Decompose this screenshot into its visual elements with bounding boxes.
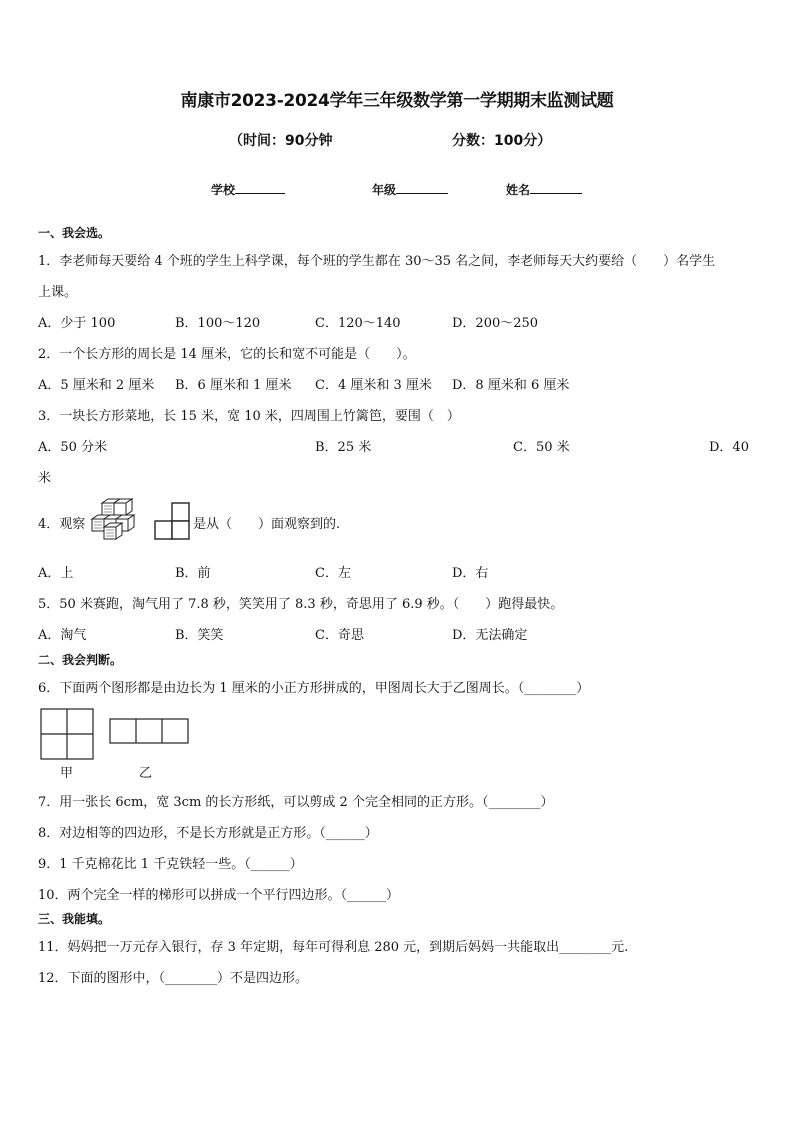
question-1-text-cont: 上课。	[38, 285, 78, 300]
question-2-text: 2．一个长方形的周长是 14 厘米，它的长和宽不可能是（ ）。	[38, 347, 416, 362]
question-4-option-d[interactable]: D．右	[452, 566, 489, 581]
name-label: 姓名	[506, 183, 531, 197]
question-4-option-c[interactable]: C．左	[315, 566, 351, 581]
section-heading-3: 三、我能填。	[38, 912, 111, 926]
question-1-option-c[interactable]: C．120～140	[315, 316, 401, 331]
cube-stack-figure	[88, 497, 144, 543]
question-3-option-a[interactable]: A．50 分米	[38, 440, 108, 455]
name-field	[506, 181, 582, 198]
school-label: 学校	[211, 183, 236, 197]
question-6-text: 6．下面两个图形都是由边长为 1 厘米的小正方形拼成的，甲图周长大于乙图周长。（________）	[38, 681, 590, 696]
question-2-option-d[interactable]: D．8 厘米和 6 厘米	[452, 378, 570, 393]
grade-field	[372, 181, 448, 198]
question-2-option-b[interactable]: B．6 厘米和 1 厘米	[175, 378, 292, 393]
question-3-text: 3．一块长方形菜地，长 15 米，宽 10 米，四周围上竹篱笆，要围（ ）	[38, 409, 460, 424]
section-heading-2: 二、我会判断。	[38, 653, 123, 667]
question-2-option-c[interactable]: C．4 厘米和 3 厘米	[315, 378, 432, 393]
page-title: 南康市2023-2024学年三年级数学第一学期期末监测试题	[180, 91, 614, 111]
question-10-text: 10．两个完全一样的梯形可以拼成一个平行四边形。（______）	[38, 888, 400, 903]
question-5-option-a[interactable]: A．淘气	[38, 628, 87, 643]
grade-label: 年级	[372, 183, 397, 197]
question-5-option-b[interactable]: B．笑笑	[175, 628, 224, 643]
question-9-text: 9．1 千克棉花比 1 千克铁轻一些。（______）	[38, 857, 303, 872]
question-5-option-c[interactable]: C．奇思	[315, 628, 364, 643]
question-5-text: 5．50 米赛跑，淘气用了 7.8 秒，笑笑用了 8.3 秒，奇思用了 6.9 秒。（ ）跑得最快。	[38, 597, 564, 612]
view-outline-figure	[154, 501, 192, 541]
time-label: （时间：90分钟	[229, 133, 333, 149]
question-5-option-d[interactable]: D．无法确定	[452, 628, 528, 643]
question-11-text: 11．妈妈把一万元存入银行，存 3 年定期，每年可得利息 280 元，到期后妈妈一共能取出________元.	[38, 940, 629, 955]
figure-yi-label: 乙	[139, 766, 153, 781]
question-1-option-b[interactable]: B．100～120	[175, 316, 261, 331]
section-heading-1: 一、我会选。	[38, 226, 111, 240]
grade-blank[interactable]	[396, 181, 448, 194]
question-1-option-a[interactable]: A．少于 100	[38, 316, 116, 331]
question-3-option-d[interactable]: D．40	[709, 440, 749, 455]
question-4-text-a: 4．观察	[38, 517, 86, 532]
question-8-text: 8．对边相等的四边形，不是长方形就是正方形。（______）	[38, 826, 378, 841]
question-3-option-c[interactable]: C．50 米	[513, 440, 570, 455]
question-12-text: 12．下面的图形中，（________）不是四边形。	[38, 971, 309, 986]
question-1-option-d[interactable]: D．200～250	[452, 316, 539, 331]
score-label: 分数：100分）	[452, 133, 552, 149]
question-3-option-b[interactable]: B．25 米	[315, 440, 372, 455]
question-3-option-d-cont: 米	[38, 471, 52, 486]
question-1-text: 1．李老师每天要给 4 个班的学生上科学课，每个班的学生都在 30～35 名之间，李老师每天大约要给（ ）名学生	[38, 254, 716, 269]
question-4-option-b[interactable]: B．前	[175, 566, 211, 581]
figure-jia-label: 甲	[60, 766, 74, 781]
school-field	[211, 181, 285, 198]
question-4-text-b: 是从（ ）面观察到的.	[193, 517, 341, 532]
question-2-option-a[interactable]: A．5 厘米和 2 厘米	[38, 378, 155, 393]
figure-jia	[40, 708, 94, 760]
question-7-text: 7．用一张长 6cm，宽 3cm 的长方形纸，可以剪成 2 个完全相同的正方形。（________）	[38, 795, 554, 810]
school-blank[interactable]	[235, 181, 285, 194]
question-4-option-a[interactable]: A．上	[38, 566, 74, 581]
figure-yi	[109, 718, 189, 744]
name-blank[interactable]	[530, 181, 582, 194]
